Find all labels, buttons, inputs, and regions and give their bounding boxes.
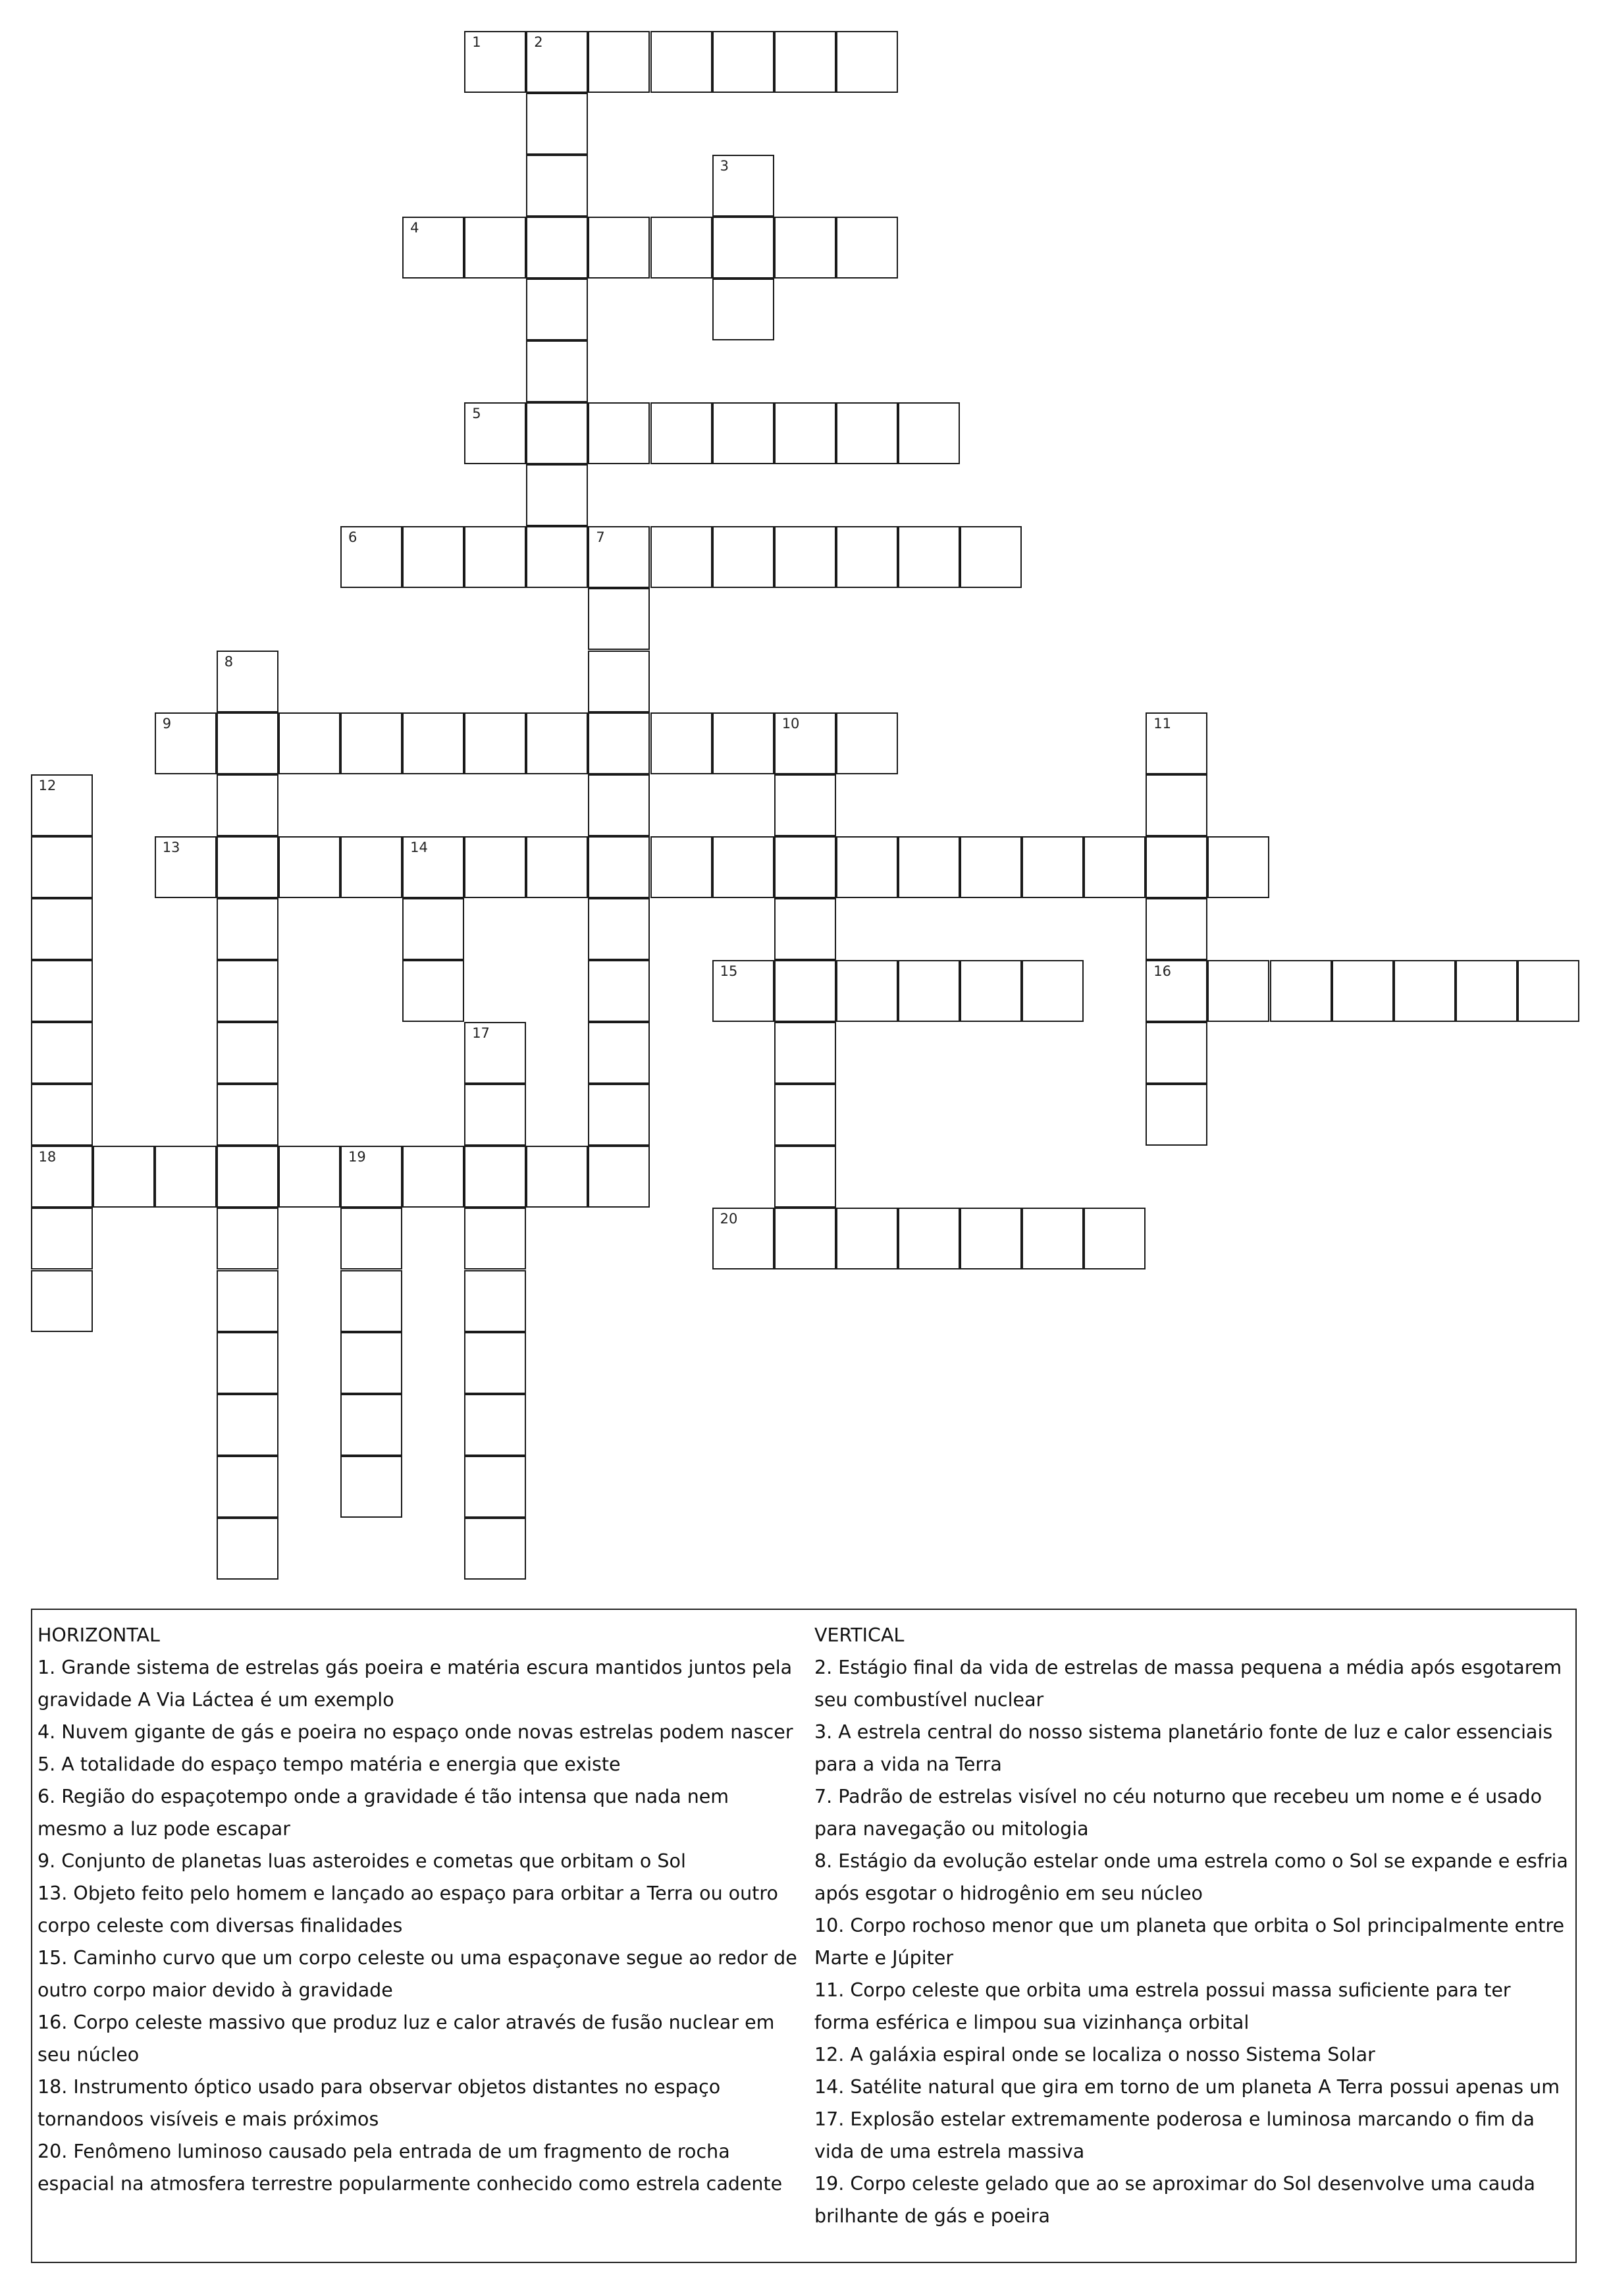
grid-cell[interactable]: [31, 1084, 93, 1146]
grid-cell[interactable]: [340, 1270, 402, 1332]
grid-cell[interactable]: [217, 1394, 278, 1456]
grid-cell[interactable]: [836, 960, 898, 1022]
grid-cell[interactable]: [1207, 836, 1269, 898]
grid-cell[interactable]: [217, 1518, 278, 1580]
clue-number: 16: [1153, 963, 1172, 979]
grid-cell[interactable]: [464, 31, 526, 93]
grid-cell[interactable]: [217, 651, 278, 712]
grid-cell[interactable]: [31, 1146, 93, 1208]
grid-cell[interactable]: [1394, 960, 1456, 1022]
clue-number: 7: [596, 529, 605, 546]
clue-v-3: 3. A estrela central do nosso sistema planetário fonte de luz e calor essenciais para a vida na Terra: [814, 1721, 1553, 1775]
clue-v-10: 10. Corpo rochoso menor que um planeta que orbita o Sol principalmente entre Marte e Júpiter: [814, 1915, 1565, 1969]
clue-number: 5: [472, 406, 481, 422]
clue-number: 17: [472, 1025, 490, 1042]
clue-number: 9: [162, 715, 172, 732]
grid-cell[interactable]: [1146, 1022, 1207, 1084]
grid-cell[interactable]: [588, 898, 650, 960]
grid-cell[interactable]: [1332, 960, 1394, 1022]
grid-cell[interactable]: [898, 526, 960, 588]
grid-cell[interactable]: [464, 1084, 526, 1146]
grid-cell[interactable]: [31, 836, 93, 898]
clue-h-15: 15. Caminho curvo que um corpo celeste ou uma espaçonave segue ao redor de outro corpo maior devido à gravidade: [38, 1947, 797, 2001]
grid-cell[interactable]: [31, 960, 93, 1022]
grid-cell[interactable]: [340, 1394, 402, 1456]
grid-cell[interactable]: [588, 651, 650, 712]
grid-cell[interactable]: [217, 712, 278, 774]
grid-cell[interactable]: [774, 898, 836, 960]
grid-cell[interactable]: [1270, 960, 1332, 1022]
grid-cell[interactable]: [526, 279, 588, 340]
horizontal-clues: [38, 1619, 801, 2200]
grid-cell[interactable]: [278, 712, 340, 774]
grid-cell[interactable]: [774, 960, 836, 1022]
grid-cell[interactable]: [464, 1332, 526, 1394]
clue-number: 12: [38, 777, 57, 793]
grid-cell[interactable]: [464, 1518, 526, 1580]
grid-cell[interactable]: [1456, 960, 1517, 1022]
grid-cell[interactable]: [464, 1208, 526, 1269]
grid-cell[interactable]: [774, 1084, 836, 1146]
grid-cell[interactable]: [1084, 1208, 1146, 1269]
grid-cell[interactable]: [464, 1394, 526, 1456]
grid-cell[interactable]: [31, 1270, 93, 1332]
grid-cell[interactable]: [774, 31, 836, 93]
grid-cell[interactable]: [155, 1146, 217, 1208]
grid-cell[interactable]: [836, 526, 898, 588]
grid-cell[interactable]: [526, 526, 588, 588]
grid-cell[interactable]: [526, 155, 588, 217]
clue-number: 6: [348, 529, 357, 546]
grid-cell[interactable]: [712, 217, 774, 279]
grid-cell[interactable]: [402, 526, 464, 588]
grid-cell[interactable]: [217, 960, 278, 1022]
clue-h-6: 6. Região do espaçotempo onde a gravidade é tão intensa que nada nem mesmo a luz pode escapar: [38, 1786, 729, 1840]
grid-cell[interactable]: [774, 526, 836, 588]
clue-v-2: 2. Estágio final da vida de estrelas de massa pequena a média após esgotarem seu combustível nuclear: [814, 1657, 1562, 1711]
grid-cell[interactable]: [217, 1022, 278, 1084]
grid-cell[interactable]: [526, 1146, 588, 1208]
clue-h-4: 4. Nuvem gigante de gás e poeira no espaço onde novas estrelas podem nascer: [38, 1721, 793, 1743]
clue-number: 18: [38, 1149, 57, 1165]
grid-cell[interactable]: [650, 712, 712, 774]
grid-cell[interactable]: [1146, 836, 1207, 898]
grid-cell[interactable]: [588, 836, 650, 898]
grid-cell[interactable]: [217, 1208, 278, 1269]
grid-cell[interactable]: [588, 217, 650, 279]
grid-cell[interactable]: [464, 217, 526, 279]
grid-cell[interactable]: [340, 1146, 402, 1208]
grid-cell[interactable]: [340, 1332, 402, 1394]
grid-cell[interactable]: [464, 1456, 526, 1518]
grid-cell[interactable]: [960, 526, 1022, 588]
grid-cell[interactable]: [278, 1146, 340, 1208]
grid-cell[interactable]: [712, 960, 774, 1022]
grid-cell[interactable]: [217, 836, 278, 898]
grid-cell[interactable]: [898, 960, 960, 1022]
grid-cell[interactable]: [1022, 1208, 1084, 1269]
grid-cell[interactable]: [526, 836, 588, 898]
grid-cell[interactable]: [774, 1208, 836, 1269]
clue-v-12: 12. A galáxia espiral onde se localiza o nosso Sistema Solar: [814, 2044, 1375, 2066]
grid-cell[interactable]: [155, 712, 217, 774]
grid-cell[interactable]: [712, 31, 774, 93]
clue-v-14: 14. Satélite natural que gira em torno de um planeta A Terra possui apenas um: [814, 2076, 1560, 2098]
grid-cell[interactable]: [588, 1146, 650, 1208]
grid-cell[interactable]: [650, 217, 712, 279]
grid-cell[interactable]: [464, 526, 526, 588]
horizontal-title: HORIZONTAL: [38, 1624, 160, 1646]
grid-cell[interactable]: [340, 1208, 402, 1269]
grid-cell[interactable]: [898, 1208, 960, 1269]
grid-cell[interactable]: [526, 217, 588, 279]
grid-cell[interactable]: [774, 1022, 836, 1084]
grid-cell[interactable]: [712, 836, 774, 898]
clue-v-17: 17. Explosão estelar extremamente poderosa e luminosa marcando o fim da vida de uma estrela massiva: [814, 2108, 1535, 2162]
clue-h-16: 16. Corpo celeste massivo que produz luz e calor através de fusão nuclear em seu núcleo: [38, 2012, 775, 2066]
grid-cell[interactable]: [340, 1456, 402, 1518]
grid-cell[interactable]: [836, 836, 898, 898]
grid-cell[interactable]: [217, 898, 278, 960]
grid-cell[interactable]: [526, 93, 588, 155]
grid-cell[interactable]: [774, 1146, 836, 1208]
grid-cell[interactable]: [960, 960, 1022, 1022]
grid-cell[interactable]: [836, 1208, 898, 1269]
grid-cell[interactable]: [712, 526, 774, 588]
clue-number: 8: [224, 653, 234, 670]
clue-h-9: 9. Conjunto de planetas luas asteroides e cometas que orbitam o Sol: [38, 1850, 686, 1872]
grid-cell[interactable]: [526, 31, 588, 93]
grid-cell[interactable]: [898, 836, 960, 898]
clue-number: 20: [720, 1211, 738, 1227]
grid-cell[interactable]: [402, 1146, 464, 1208]
grid-cell[interactable]: [774, 402, 836, 464]
grid-cell[interactable]: [774, 712, 836, 774]
grid-cell[interactable]: [217, 774, 278, 836]
grid-cell[interactable]: [217, 1146, 278, 1208]
clue-v-11: 11. Corpo celeste que orbita uma estrela possui massa suficiente para ter forma esférica e limpou sua vizinhança orbital: [814, 1979, 1511, 2033]
clue-number: 4: [410, 219, 419, 236]
grid-cell[interactable]: [1517, 960, 1579, 1022]
grid-cell[interactable]: [31, 1208, 93, 1269]
clue-h-1: 1. Grande sistema de estrelas gás poeira e matéria escura mantidos juntos pela gravidade A Via Láctea é um exemplo: [38, 1657, 793, 1711]
grid-cell[interactable]: [1022, 836, 1084, 898]
grid-cell[interactable]: [278, 836, 340, 898]
grid-cell[interactable]: [960, 836, 1022, 898]
grid-cell[interactable]: [650, 526, 712, 588]
grid-cell[interactable]: [93, 1146, 155, 1208]
grid-cell[interactable]: [1084, 836, 1146, 898]
grid-cell[interactable]: [217, 1332, 278, 1394]
grid-cell[interactable]: [526, 712, 588, 774]
clue-number: 11: [1153, 715, 1172, 732]
grid-cell[interactable]: [31, 1022, 93, 1084]
grid-cell[interactable]: [31, 774, 93, 836]
clue-v-19: 19. Corpo celeste gelado que ao se aproximar do Sol desenvolve uma cauda brilhante de gás e poeira: [814, 2173, 1535, 2227]
grid-cell[interactable]: [464, 1022, 526, 1084]
grid-cell[interactable]: [588, 774, 650, 836]
vertical-clues: [814, 1619, 1571, 2232]
clue-number: 19: [348, 1149, 366, 1165]
clue-h-5: 5. A totalidade do espaço tempo matéria e energia que existe: [38, 1753, 621, 1775]
grid-cell[interactable]: [402, 217, 464, 279]
grid-cell[interactable]: [588, 960, 650, 1022]
grid-cell[interactable]: [712, 155, 774, 217]
grid-cell[interactable]: [588, 712, 650, 774]
clue-v-7: 7. Padrão de estrelas visível no céu noturno que recebeu um nome e é usado para navegação ou mitologia: [814, 1786, 1543, 1840]
grid-cell[interactable]: [1146, 898, 1207, 960]
grid-cell[interactable]: [464, 1270, 526, 1332]
grid-cell[interactable]: [836, 712, 898, 774]
grid-cell[interactable]: [526, 340, 588, 402]
clue-number: 10: [781, 715, 800, 732]
grid-cell[interactable]: [588, 1084, 650, 1146]
clue-h-20: 20. Fenômeno luminoso causado pela entrada de um fragmento de rocha espacial na atmosfera terrestre popularmente conhecido como estrela cadente: [38, 2141, 783, 2195]
grid-cell[interactable]: [464, 836, 526, 898]
clue-number: 1: [472, 34, 481, 50]
grid-cell[interactable]: [774, 836, 836, 898]
grid-cell[interactable]: [1146, 774, 1207, 836]
grid-cell[interactable]: [155, 836, 217, 898]
grid-cell[interactable]: [217, 1456, 278, 1518]
grid-cell[interactable]: [836, 31, 898, 93]
clue-v-8: 8. Estágio da evolução estelar onde uma estrela como o Sol se expande e esfria após esgotar o hidrogênio em seu núcleo: [814, 1850, 1568, 1904]
grid-cell[interactable]: [464, 712, 526, 774]
grid-cell[interactable]: [836, 402, 898, 464]
vertical-title: VERTICAL: [814, 1624, 905, 1646]
grid-cell[interactable]: [402, 960, 464, 1022]
grid-cell[interactable]: [1146, 960, 1207, 1022]
grid-cell[interactable]: [402, 712, 464, 774]
grid-cell[interactable]: [588, 402, 650, 464]
grid-cell[interactable]: [526, 464, 588, 526]
grid-cell[interactable]: [340, 836, 402, 898]
clue-number: 2: [534, 34, 543, 50]
clue-h-18: 18. Instrumento óptico usado para observar objetos distantes no espaço tornandoos visíveis e mais próximos: [38, 2076, 721, 2130]
grid-cell[interactable]: [1022, 960, 1084, 1022]
grid-cell[interactable]: [774, 217, 836, 279]
grid-cell[interactable]: [402, 898, 464, 960]
grid-cell[interactable]: [1146, 1084, 1207, 1146]
grid-cell[interactable]: [217, 1084, 278, 1146]
grid-cell[interactable]: [588, 31, 650, 93]
grid-cell[interactable]: [1207, 960, 1269, 1022]
grid-cell[interactable]: [836, 217, 898, 279]
grid-cell[interactable]: [526, 402, 588, 464]
clue-h-13: 13. Objeto feito pelo homem e lançado ao espaço para orbitar a Terra ou outro corpo celeste com diversas finalidades: [38, 1882, 778, 1936]
grid-cell[interactable]: [340, 712, 402, 774]
grid-cell[interactable]: [464, 402, 526, 464]
grid-cell[interactable]: [402, 836, 464, 898]
grid-cell[interactable]: [588, 526, 650, 588]
grid-cell[interactable]: [774, 774, 836, 836]
grid-cell[interactable]: [464, 1146, 526, 1208]
grid-cell[interactable]: [650, 31, 712, 93]
grid-cell[interactable]: [217, 1270, 278, 1332]
clue-number: 14: [410, 839, 428, 855]
clue-number: 3: [720, 157, 729, 174]
grid-cell[interactable]: [650, 402, 712, 464]
grid-cell[interactable]: [712, 1208, 774, 1269]
grid-cell[interactable]: [650, 836, 712, 898]
grid-cell[interactable]: [712, 712, 774, 774]
grid-cell[interactable]: [712, 402, 774, 464]
clue-box: [31, 1609, 1577, 2263]
grid-cell[interactable]: [588, 1022, 650, 1084]
clue-number: 13: [162, 839, 180, 855]
grid-cell[interactable]: [588, 588, 650, 650]
grid-cell[interactable]: [898, 402, 960, 464]
clue-number: 15: [720, 963, 738, 979]
grid-cell[interactable]: [712, 279, 774, 340]
grid-cell[interactable]: [960, 1208, 1022, 1269]
grid-cell[interactable]: [1146, 712, 1207, 774]
grid-cell[interactable]: [31, 898, 93, 960]
grid-cell[interactable]: [340, 526, 402, 588]
